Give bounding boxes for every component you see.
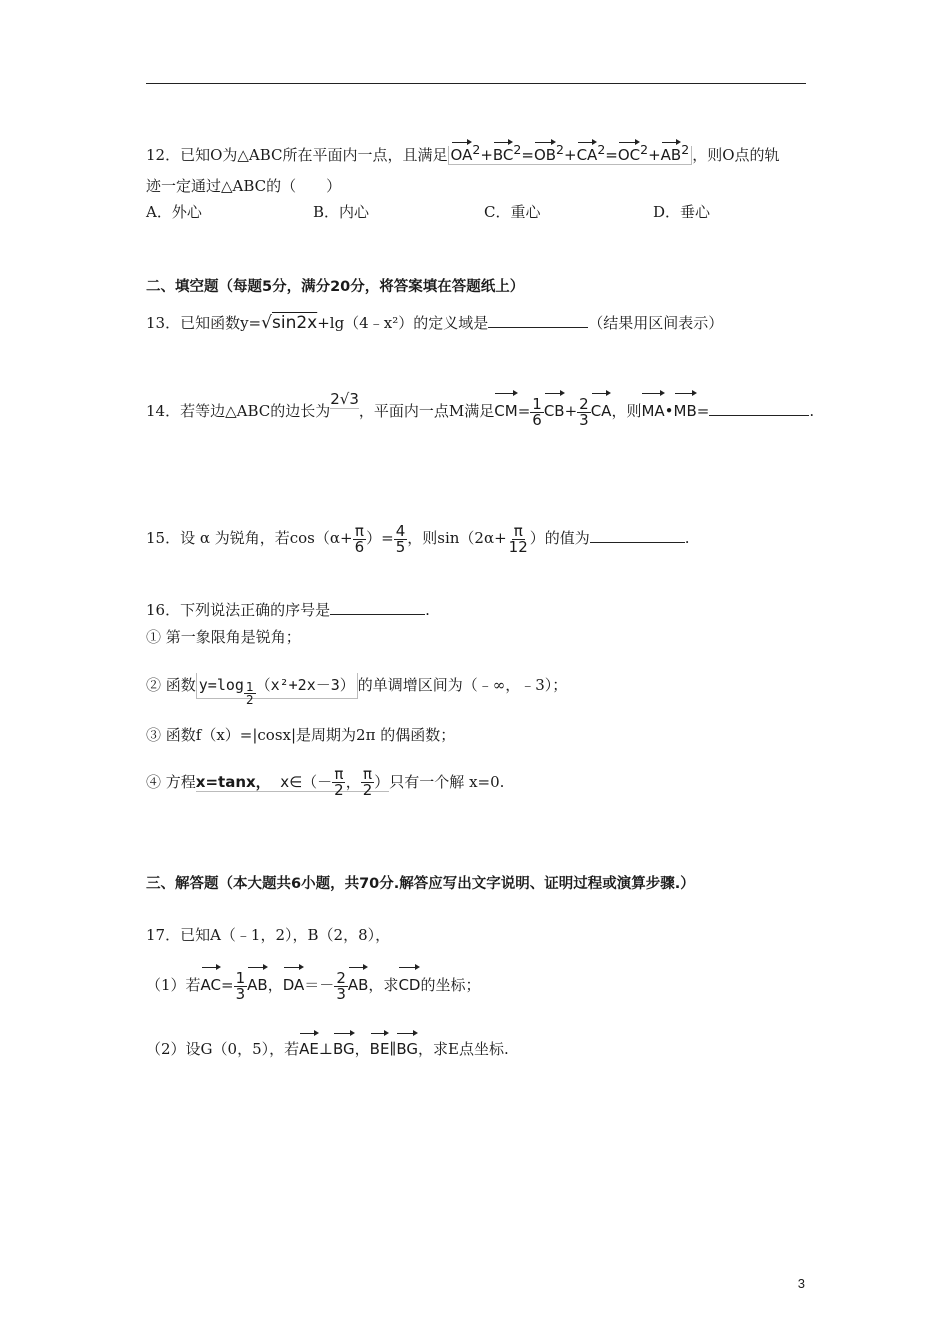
sup: 2 — [597, 142, 606, 157]
q14-frac-2-3 — [577, 394, 591, 429]
q12-vector-equation — [448, 142, 693, 165]
vector-ca: CA — [576, 146, 598, 164]
q16-stem — [146, 600, 430, 620]
plus: + — [564, 146, 577, 164]
q15-prefix: 15．设 α 为锐角，若cos（α+ — [146, 529, 353, 547]
q14-line — [146, 390, 815, 429]
p2-prefix: （2）设G（0，5），若 — [146, 1040, 300, 1058]
q12-option-d: D．垂心 — [653, 203, 711, 221]
vector-be: BE — [370, 1036, 390, 1062]
q14-side: 2√3 — [330, 390, 359, 408]
vector-ca: CA — [591, 396, 612, 426]
q16-stem-text: 16．下列说法正确的序号是 — [146, 601, 331, 619]
vector-cb: CB — [544, 396, 565, 426]
q15-frac-pi-12 — [507, 521, 530, 556]
q14-mid: ，平面内一点M满足 — [358, 402, 495, 420]
q17-part-1 — [146, 970, 480, 1002]
q12-prefix: 12．已知O为△ABC所在平面内一点，且满足 — [146, 146, 448, 164]
q13-line — [146, 313, 723, 333]
q15-frac-4-5 — [394, 521, 408, 556]
den: 2 — [362, 781, 373, 799]
num: π — [513, 521, 523, 540]
q16-statement-1: ① 第一象限角是锐角； — [146, 628, 301, 646]
vector-cm: CM — [494, 396, 517, 426]
period: . — [809, 402, 815, 420]
p2-suffix: ，求E点坐标. — [418, 1040, 509, 1058]
sup: 2 — [640, 142, 649, 157]
log-base — [244, 681, 256, 706]
q12-suffix: ，则O点的轨 — [692, 146, 780, 164]
plus: + — [648, 146, 661, 164]
s4-comma: ， — [345, 773, 361, 791]
num: 1 — [532, 394, 542, 413]
q16-log-function — [196, 673, 358, 707]
den: 3 — [579, 410, 589, 429]
num: π — [354, 521, 364, 540]
vector-ae: AE — [299, 1036, 319, 1062]
p1-suffix: 的坐标； — [420, 976, 481, 994]
q13-middle: +lg（4﹣x²）的定义域是 — [317, 314, 489, 332]
vector-ob: OB — [533, 146, 557, 164]
eq: = — [605, 146, 618, 164]
eq-minus: ＝－ — [304, 976, 335, 994]
vector-oc: OC — [617, 146, 641, 164]
p1-frac-1-3 — [234, 968, 248, 1003]
num: π — [334, 765, 344, 783]
q12-option-a: A．外心 — [146, 203, 202, 221]
num: 1 — [235, 968, 246, 987]
eq: = — [517, 402, 531, 420]
page-number: 3 — [797, 1276, 805, 1291]
section3-title: 三、解答题（本大题共6小题，共70分.解答应写出文字说明、证明过程或演算步骤.） — [146, 876, 695, 892]
q16-statement-3: ③ 函数f（x）=|cosx|是周期为2π 的偶函数； — [146, 726, 456, 744]
den: 12 — [508, 537, 528, 556]
q15-frac-pi-6 — [353, 521, 367, 556]
den: 2 — [334, 781, 344, 799]
q15-mid: ）= — [366, 529, 394, 547]
q15-answer-blank[interactable] — [590, 528, 685, 543]
sqrt-sign: √ — [261, 313, 272, 333]
vector-da: DA — [283, 970, 305, 1000]
sqrt-body: sin2x — [271, 313, 318, 333]
num: 2 — [336, 968, 346, 987]
eq: = — [521, 146, 534, 164]
q12-option-b: B．内心 — [313, 203, 370, 221]
num: 2 — [579, 394, 589, 413]
p1-frac-2-3 — [334, 968, 348, 1003]
q13-answer-blank[interactable] — [488, 313, 588, 328]
q12-line2: 迹一定通过△ABC的（ ） — [146, 177, 342, 195]
s2-prefix: ② 函数 — [146, 676, 196, 694]
s4-close: ） — [374, 773, 390, 791]
q16-tan-equation — [195, 765, 390, 799]
s2-suffix: 的单调增区间为（﹣∞，﹣3）； — [357, 676, 568, 694]
s4-suffix: 只有一个解 x=0. — [389, 773, 505, 791]
parallel: ∥ — [389, 1040, 397, 1058]
den: 6 — [354, 537, 365, 556]
vector-ab: AB — [348, 970, 369, 1000]
q16-statement-2 — [146, 665, 567, 705]
comma: ， — [267, 976, 283, 994]
vector-ac: AC — [201, 970, 221, 1000]
comma: ， — [354, 1040, 370, 1058]
plus: + — [564, 402, 578, 420]
q13-suffix: （结果用区间表示） — [588, 314, 724, 332]
den: 6 — [532, 410, 542, 429]
q12-line1 — [146, 140, 780, 165]
num: 4 — [395, 521, 406, 540]
dot: • — [664, 402, 674, 420]
vector-bg: BG — [333, 1036, 355, 1062]
q17-stem: 17．已知A（﹣1，2），B（2，8）， — [146, 926, 391, 944]
vector-ab: AB — [660, 146, 682, 164]
den: 3 — [235, 984, 246, 1003]
plus: + — [480, 146, 493, 164]
q16-answer-blank[interactable] — [330, 600, 425, 615]
period: . — [684, 529, 690, 547]
q12-option-c: C．重心 — [484, 203, 541, 221]
q14-prefix: 14．若等边△ABC的边长为 — [146, 402, 331, 420]
log-func: y=log — [198, 676, 244, 694]
vector-cd: CD — [398, 970, 420, 1000]
q13-prefix: 13．已知函数y= — [146, 314, 262, 332]
q16-statement-4 — [146, 765, 504, 799]
q15-mid2: ，则sin（2α+ — [407, 529, 507, 547]
q15-suffix: ）的值为 — [529, 529, 590, 547]
q17-part-2 — [146, 1036, 509, 1062]
log-arg: （x²+2x－3） — [255, 676, 355, 694]
vector-ab: AB — [247, 970, 268, 1000]
den: 3 — [336, 984, 346, 1003]
eq: = — [696, 402, 710, 420]
q14-frac-1-6 — [530, 394, 544, 429]
q13-sqrt — [261, 313, 317, 333]
s4-in: x∈（－ — [280, 773, 333, 791]
s4-frac-2 — [361, 767, 375, 798]
num: 1 — [245, 680, 254, 694]
s4-prefix: ④ 方程 — [146, 773, 196, 791]
section2-title: 二、填空题（每题5分，满分20分，将答案填在答题纸上） — [146, 279, 525, 295]
num: π — [362, 765, 373, 783]
perp: ⊥ — [318, 1040, 333, 1058]
s4-eq: x=tanx， — [195, 773, 271, 791]
period: . — [425, 601, 430, 619]
q14-answer-blank[interactable] — [709, 401, 809, 416]
header-rule — [146, 83, 806, 84]
vector-ma: MA — [641, 396, 664, 426]
vector-oa: OA — [450, 146, 473, 164]
q14-then: ，则 — [611, 402, 642, 420]
vector-bc: BC — [492, 146, 514, 164]
sup: 2 — [472, 142, 481, 157]
vector-bg: BG — [396, 1036, 418, 1062]
q15-line — [146, 523, 690, 555]
sup: 2 — [681, 142, 690, 157]
den: 5 — [395, 537, 406, 556]
p1-mid: ，求 — [368, 976, 399, 994]
sup: 2 — [556, 142, 564, 157]
p1-prefix: （1）若 — [146, 976, 201, 994]
den: 2 — [245, 693, 254, 707]
s4-frac-1 — [332, 767, 346, 798]
sup: 2 — [513, 142, 522, 157]
vector-mb: MB — [674, 396, 697, 426]
eq: = — [221, 976, 234, 994]
